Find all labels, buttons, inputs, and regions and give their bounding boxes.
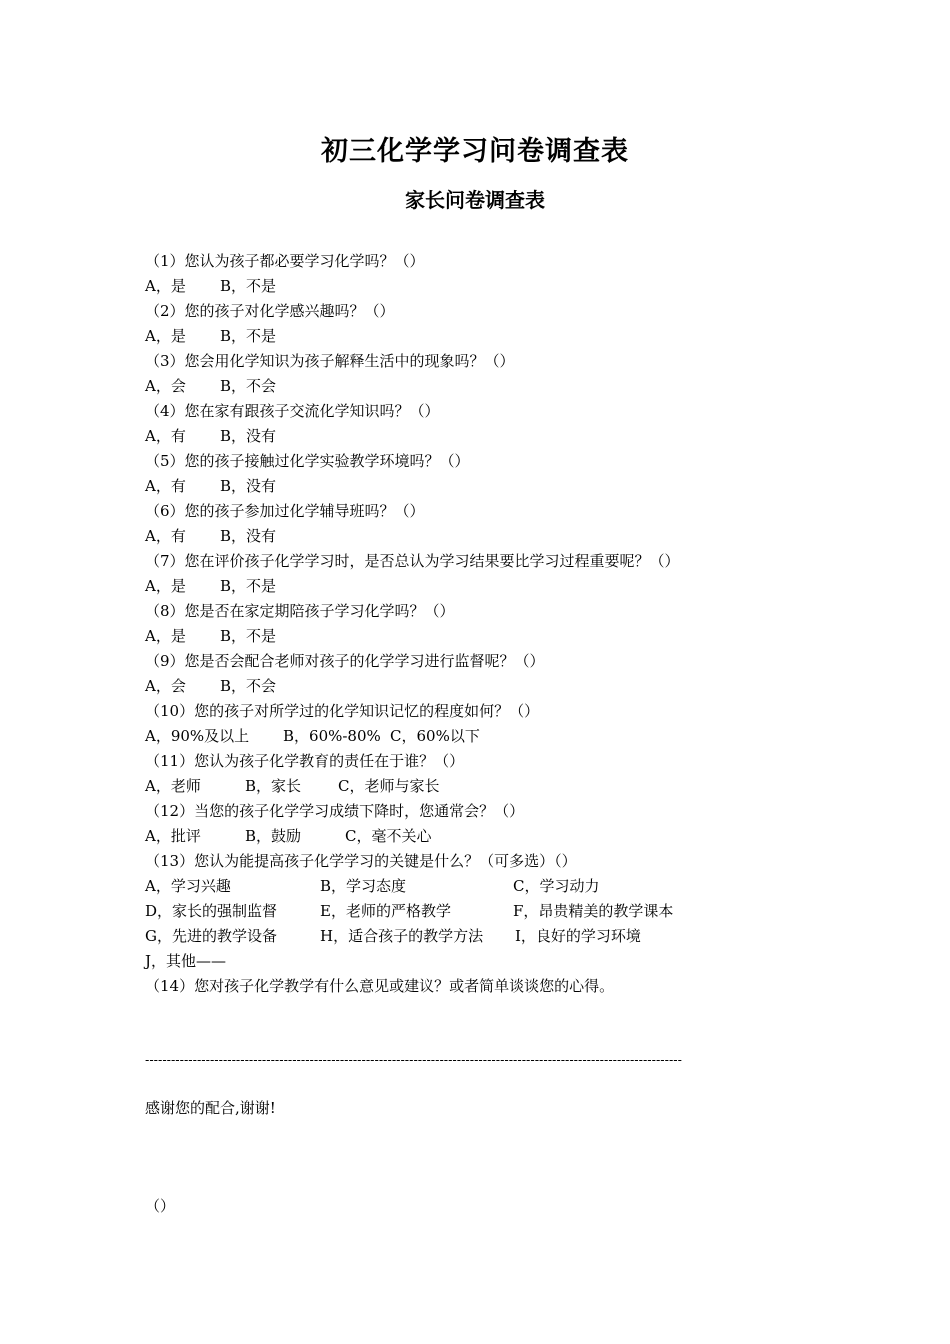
options-3 [145,374,785,399]
question-8: （8）您是否在家定期陪孩子学习化学吗？（） [145,602,455,620]
option-9b: B，不会 [220,677,277,695]
question-11: （11）您认为孩子化学教育的责任在于谁？（） [145,752,465,770]
question-14: （14）您对孩子化学教学有什么意见或建议？或者简单谈谈您的心得。 [145,977,615,995]
page-subtitle: 家长问卷调查表 [405,188,545,212]
options-10 [145,724,785,749]
option-13g: G，先进的教学设备 [145,927,277,945]
option-6b: B，没有 [220,527,277,545]
options-4 [145,424,785,449]
questionnaire-body [145,249,785,1219]
option-10c: C，60%以下 [390,727,480,745]
option-13i: I，良好的学习环境 [515,927,641,945]
option-13e: E，老师的严格教学 [320,902,451,920]
option-13a: A，学习兴趣 [145,877,231,895]
question-12: （12）当您的孩子化学学习成绩下降时，您通常会？（） [145,802,525,820]
question-5: （5）您的孩子接触过化学实验教学环境吗？（） [145,452,470,470]
page-title: 初三化学学习问卷调查表 [321,136,629,167]
option-11b: B，家长 [245,777,302,795]
question-7: （7）您在评价孩子化学学习时，是否总认为学习结果要比学习过程重要呢？（） [145,552,680,570]
question-13: （13）您认为能提高孩子化学学习的关键是什么？（可多选）（） [145,852,577,870]
options-2 [145,324,785,349]
option-12c: C，毫不关心 [345,827,432,845]
options-11 [145,774,785,799]
options-6 [145,524,785,549]
option-13f: F，昂贵精美的教学课本 [513,902,674,920]
option-4b: B，没有 [220,427,277,445]
question-10: （10）您的孩子对所学过的化学知识记忆的程度如何？（） [145,702,540,720]
thanks-text: 感谢您的配合,谢谢! [145,1099,276,1117]
option-13j: J，其他—— [145,952,227,970]
options-8 [145,624,785,649]
question-1: （1）您认为孩子都必要学习化学吗？（） [145,252,425,270]
option-11c: C，老师与家长 [338,777,440,795]
options-9 [145,674,785,699]
option-12b: B，鼓励 [245,827,302,845]
option-2a: A，是 [145,327,186,345]
footer-brackets: （） [145,1197,176,1215]
option-6a: A，有 [145,527,186,545]
option-8a: A，是 [145,627,186,645]
option-13b: B，学习态度 [320,877,407,895]
divider-dashes: ---------------------------------------------------------------------------------------------------------------------------- [145,1053,682,1067]
option-5a: A，有 [145,477,186,495]
option-13c: C，学习动力 [513,877,600,895]
options-1 [145,274,785,299]
option-3b: B，不会 [220,377,277,395]
option-8b: B，不是 [220,627,277,645]
question-9: （9）您是否会配合老师对孩子的化学学习进行监督呢？（） [145,652,545,670]
option-1b: B，不是 [220,277,277,295]
option-13h: H，适合孩子的教学方法 [320,927,484,945]
option-4a: A，有 [145,427,186,445]
question-2: （2）您的孩子对化学感兴趣吗？（） [145,302,395,320]
options-13-row-4 [145,949,785,974]
option-12a: A，批评 [145,827,201,845]
option-10b: B，60%-80% [283,727,381,745]
options-13-row-2 [145,899,785,924]
options-12 [145,824,785,849]
option-11a: A，老师 [145,777,201,795]
options-5 [145,474,785,499]
option-7b: B，不是 [220,577,277,595]
option-9a: A，会 [145,677,186,695]
options-13-row-3 [145,924,785,949]
option-10a: A，90%及以上 [145,727,250,745]
option-13d: D，家长的强制监督 [145,902,278,920]
option-2b: B，不是 [220,327,277,345]
question-4: （4）您在家有跟孩子交流化学知识吗？（） [145,402,440,420]
option-7a: A，是 [145,577,186,595]
option-1a: A，是 [145,277,186,295]
question-6: （6）您的孩子参加过化学辅导班吗？（） [145,502,425,520]
option-3a: A，会 [145,377,186,395]
options-7 [145,574,785,599]
question-3: （3）您会用化学知识为孩子解释生活中的现象吗？（） [145,352,515,370]
option-5b: B，没有 [220,477,277,495]
options-13-row-1 [145,874,785,899]
